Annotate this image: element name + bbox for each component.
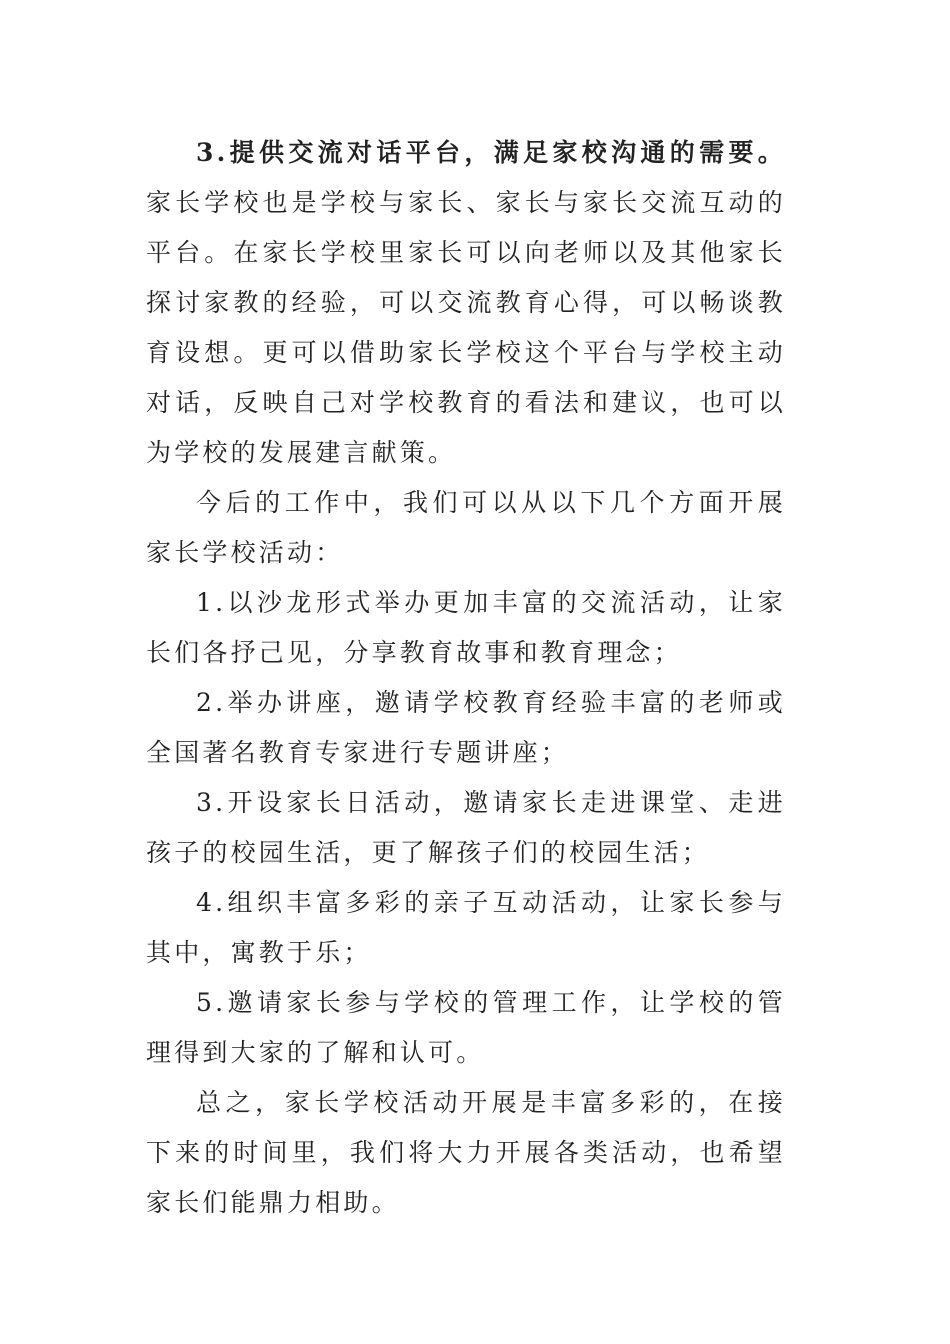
paragraph-conclusion: 总之，家长学校活动开展是丰富多彩的，在接下来的时间里，我们将大力开展各类活动，也希望家长们能鼎力相助。 [146, 1088, 786, 1217]
paragraph-text: 家长学校也是学校与家长、家长与家长交流互动的平台。在家长学校里家长可以向老师以及其他家长探讨家教的经验，可以交流教育心得，可以畅谈教育设想。更可以借助家长学校这个平台与学校主动对话，反映自己对学校教育的看法和建议，也可以为学校的发展建言献策。 [146, 188, 786, 467]
list-item-salon: 1.以沙龙形式举办更加丰富的交流活动，让家长们各抒己见，分享教育故事和教育理念； [146, 588, 786, 667]
list-item-parent-day: 3.开设家长日活动，邀请家长走进课堂、走进孩子的校园生活，更了解孩子们的校园生活； [146, 788, 786, 867]
list-item-management: 5.邀请家长参与学校的管理工作，让学校的管理得到大家的了解和认可。 [146, 988, 786, 1067]
document-body [146, 128, 786, 1228]
list-item-parent-child: 4.组织丰富多彩的亲子互动活动，让家长参与其中，寓教于乐； [146, 888, 786, 967]
paragraph-platform [146, 128, 786, 478]
list-item-lecture: 2.举办讲座，邀请学校教育经验丰富的老师或全国著名教育专家进行专题讲座； [146, 688, 786, 767]
paragraph-intro: 今后的工作中，我们可以从以下几个方面开展家长学校活动： [146, 488, 786, 567]
paragraph-heading: 3.提供交流对话平台，满足家校沟通的需要。 [196, 138, 786, 167]
